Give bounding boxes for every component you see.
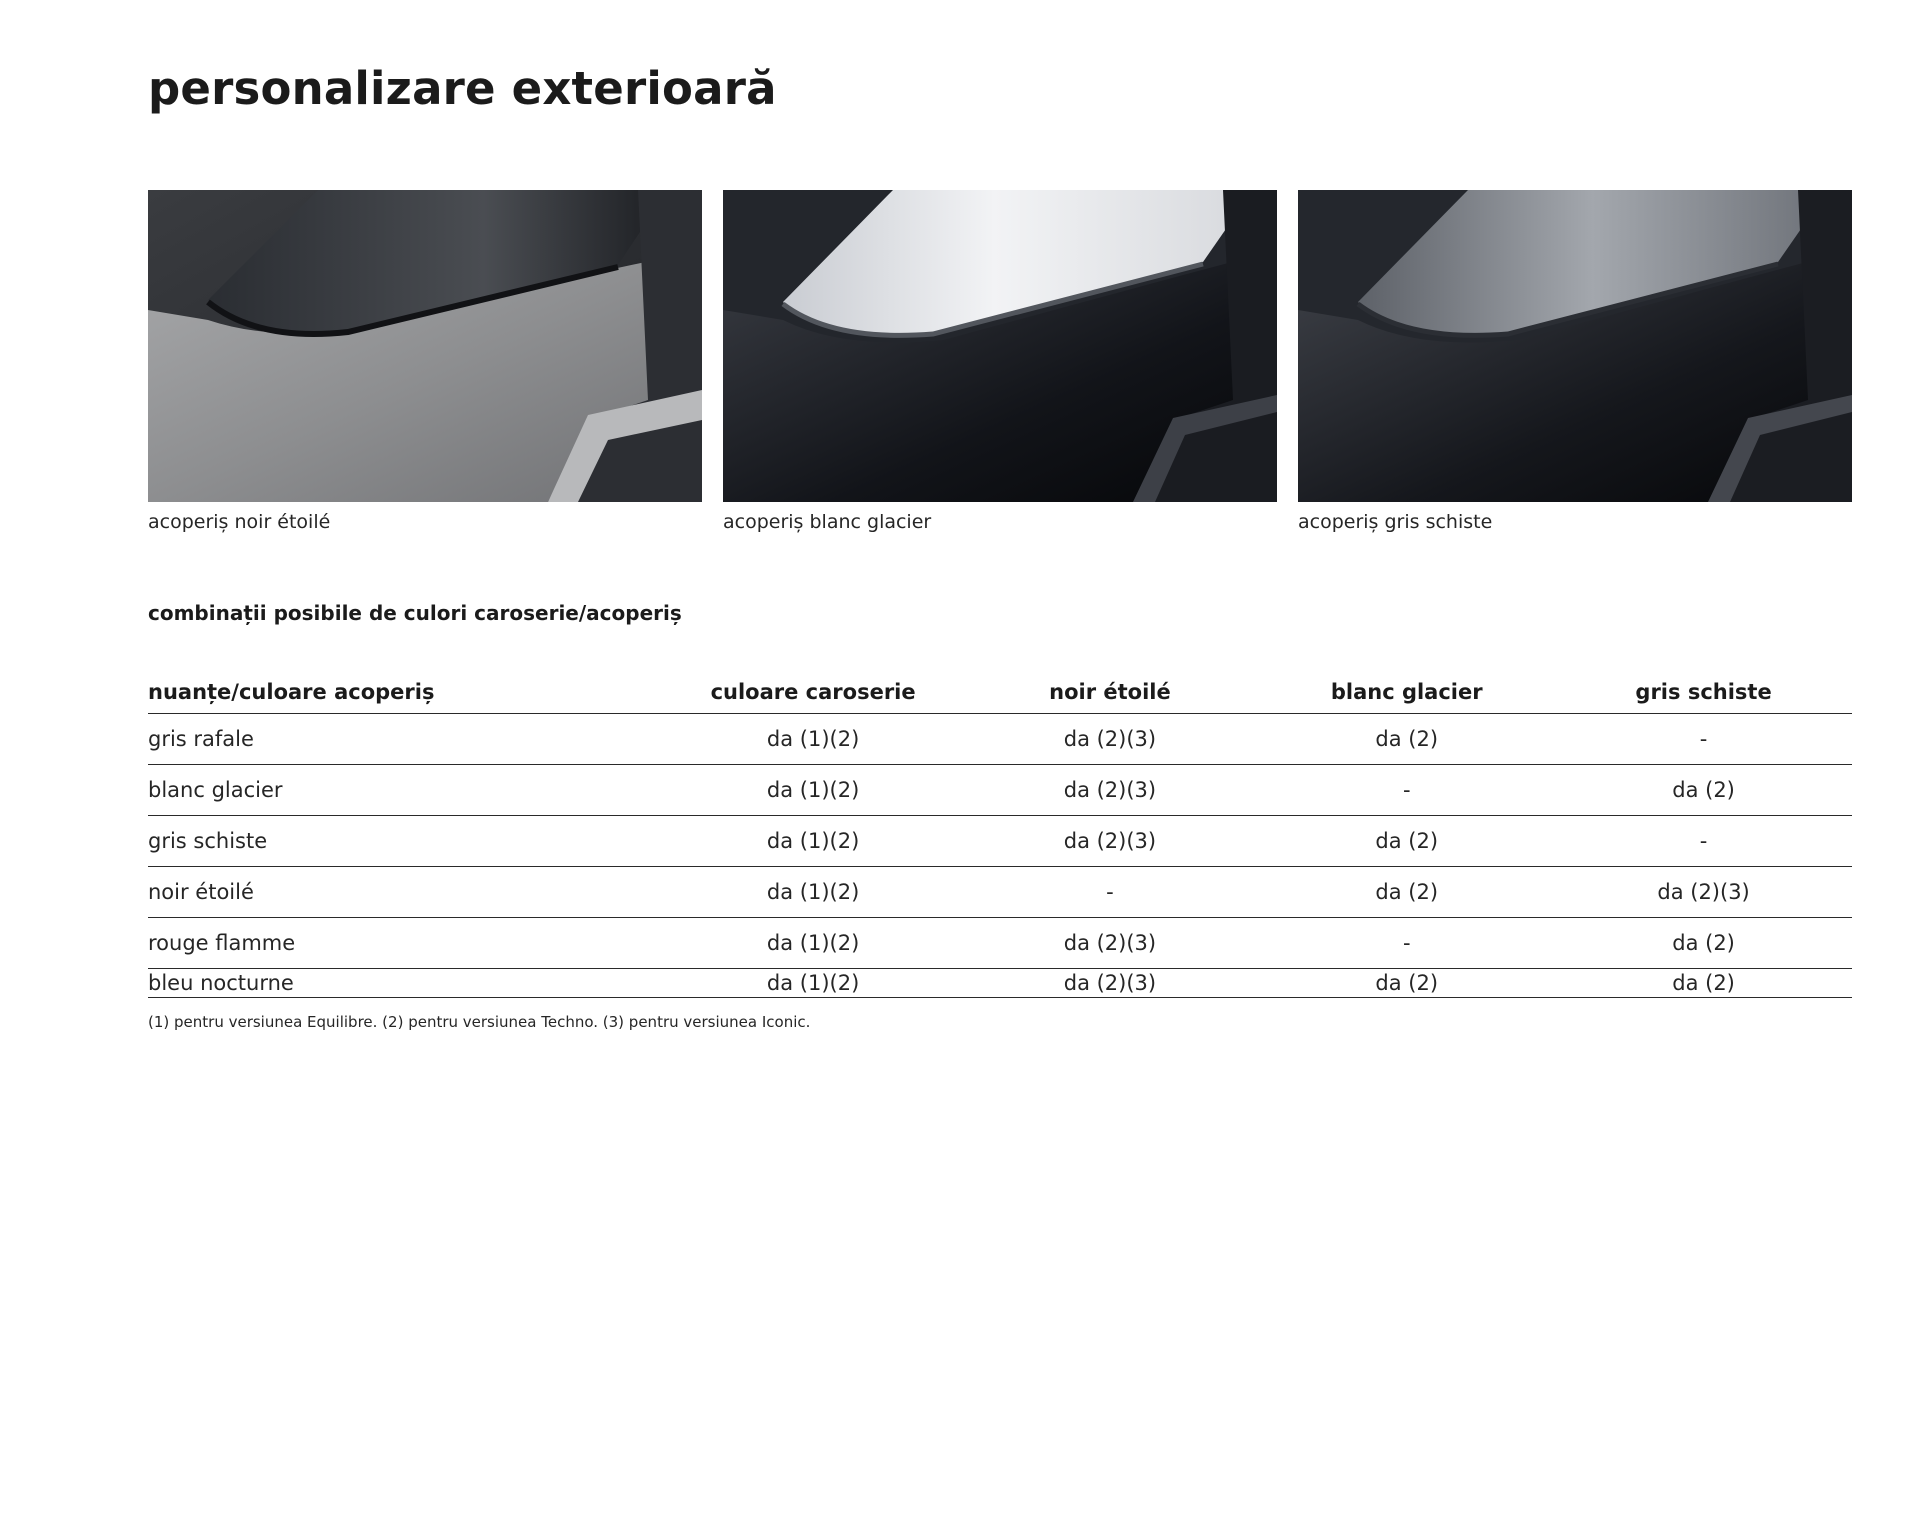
table-cell: da (2) bbox=[1258, 969, 1555, 998]
table-cell: da (2)(3) bbox=[962, 816, 1259, 867]
table-header-row bbox=[148, 670, 1852, 714]
table-row bbox=[148, 765, 1852, 816]
swatch-gris-schiste bbox=[1298, 190, 1852, 533]
table-cell: da (1)(2) bbox=[665, 918, 962, 969]
swatch-blanc-glacier bbox=[723, 190, 1277, 533]
table-cell: da (2) bbox=[1258, 816, 1555, 867]
header-roof-shade: nuanțe/culoare acoperiș bbox=[148, 670, 665, 714]
table-cell: da (1)(2) bbox=[665, 765, 962, 816]
header-body-color: culoare caroserie bbox=[665, 670, 962, 714]
table-cell: - bbox=[1258, 918, 1555, 969]
page-title: personalizare exterioară bbox=[148, 62, 777, 115]
swatch-image-blanc-glacier bbox=[723, 190, 1277, 502]
swatch-image-noir-etoile bbox=[148, 190, 702, 502]
table-cell: da (1)(2) bbox=[665, 816, 962, 867]
table-cell: da (2)(3) bbox=[962, 969, 1259, 998]
table-row bbox=[148, 918, 1852, 969]
table-cell: da (2)(3) bbox=[962, 918, 1259, 969]
header-noir-etoile: noir étoilé bbox=[962, 670, 1259, 714]
table-cell: - bbox=[1258, 765, 1555, 816]
table-row bbox=[148, 867, 1852, 918]
table-cell: da (1)(2) bbox=[665, 714, 962, 765]
header-gris-schiste: gris schiste bbox=[1555, 670, 1852, 714]
table-cell: da (2)(3) bbox=[1555, 867, 1852, 918]
swatch-noir-etoile bbox=[148, 190, 702, 533]
swatch-caption: acoperiș noir étoilé bbox=[148, 511, 331, 533]
color-combination-table bbox=[148, 670, 1852, 998]
table-row bbox=[148, 969, 1852, 998]
swatch-image-gris-schiste bbox=[1298, 190, 1852, 502]
swatch-caption: acoperiș blanc glacier bbox=[723, 511, 932, 533]
swatch-caption: acoperiș gris schiste bbox=[1298, 511, 1493, 533]
table-cell: da (1)(2) bbox=[665, 867, 962, 918]
table-cell: - bbox=[1555, 816, 1852, 867]
header-blanc-glacier: blanc glacier bbox=[1258, 670, 1555, 714]
row-label: noir étoilé bbox=[148, 867, 665, 918]
row-label: blanc glacier bbox=[148, 765, 665, 816]
table-footnote: (1) pentru versiunea Equilibre. (2) pentru versiunea Techno. (3) pentru versiunea Iconic. bbox=[148, 1013, 811, 1031]
row-label: gris schiste bbox=[148, 816, 665, 867]
table-cell: - bbox=[962, 867, 1259, 918]
table-row bbox=[148, 714, 1852, 765]
table-cell: da (2) bbox=[1258, 867, 1555, 918]
table-cell: - bbox=[1555, 714, 1852, 765]
row-label: rouge flamme bbox=[148, 918, 665, 969]
table-cell: da (1)(2) bbox=[665, 969, 962, 998]
table-cell: da (2)(3) bbox=[962, 714, 1259, 765]
table-heading: combinații posibile de culori caroserie/acoperiș bbox=[148, 601, 682, 625]
row-label: bleu nocturne bbox=[148, 969, 665, 998]
table-cell: da (2) bbox=[1258, 714, 1555, 765]
table-cell: da (2) bbox=[1555, 969, 1852, 998]
table-row bbox=[148, 816, 1852, 867]
roof-swatches bbox=[148, 190, 1852, 533]
table-cell: da (2) bbox=[1555, 918, 1852, 969]
row-label: gris rafale bbox=[148, 714, 665, 765]
table-cell: da (2)(3) bbox=[962, 765, 1259, 816]
table-cell: da (2) bbox=[1555, 765, 1852, 816]
